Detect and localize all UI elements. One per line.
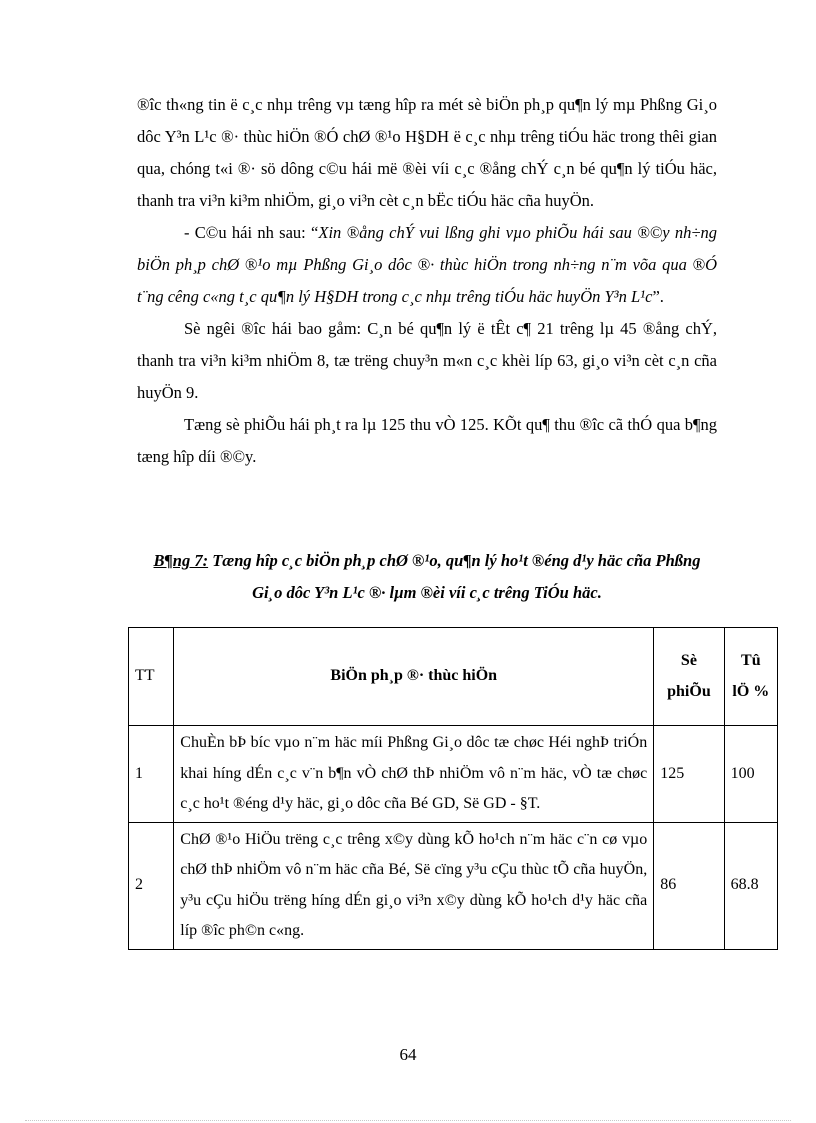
row-percent: 68.8 (724, 822, 777, 949)
paragraph-4: Tæng sè phiÕu hái ph¸t ra lµ 125 thu vÒ 125. KÕt qu¶ thu ®îc cã thÓ qua b¶ng tæng hîp díi ®©y. (137, 415, 717, 466)
measures-table (128, 627, 778, 950)
row-tt: 2 (129, 822, 174, 949)
table-row (129, 726, 778, 823)
table-row (129, 822, 778, 949)
paragraph-1: ®îc th«ng tin ë c¸c nhµ trêng vµ tæng hîp ra mét sè biÖn ph¸p qu¶n lý mµ Phßng Gi¸o dôc Y³n L¹c ®· thùc hiÖn ®Ó chØ ®¹o H§DH ë c¸c nhµ trêng tiÓu häc trong thêi gian qua, chóng t«i ®· sö dông c©u hái më ®èi víi c¸c ®ång chÝ c¸n bé qu¶n lý tiÓu häc, thanh tra vi³n ki³m nhiÖm, gi¸o vi³n cèt c¸n bËc tiÓu häc cña huyÖn. (137, 95, 717, 210)
header-measure: BiÖn ph¸p ®· thùc hiÖn (174, 628, 654, 726)
row-count: 125 (654, 726, 724, 823)
paragraph-2 (137, 217, 717, 313)
table-caption-label: B¶ng 7: (153, 551, 209, 570)
row-measure: ChØ ®¹o HiÖu trëng c¸c trêng x©y dùng kÕ ho¹ch n¨m häc c¨n cø vµo chØ thÞ nhiÖm vô n¨m häc cña Bé, Së cïng y³u cÇu thùc tÕ cña huyÖn, y³u cÇu hiÖu trëng híng dÉn gi¸o vi³n x©y dùng kÕ ho¹ch d¹y häc cña líp ®îc ph©n c«ng. (174, 822, 654, 949)
table-caption (137, 545, 717, 609)
table-header-row (129, 628, 778, 726)
header-percent: Tû lÖ % (724, 628, 777, 726)
row-percent: 100 (724, 726, 777, 823)
table-caption-text: Tæng hîp c¸c biÖn ph¸p chØ ®¹o, qu¶n lý ho¹t ®éng d¹y häc cña Phßng Gi¸o dôc Y³n L¹c ®· lµm ®èi víi c¸c trêng TiÓu häc. (208, 551, 701, 602)
question-intro: - C©u hái nh sau: “ (184, 223, 319, 242)
page-bottom-rule (25, 1120, 791, 1121)
header-tt: TT (129, 628, 174, 726)
question-close: ”. (652, 287, 664, 306)
body-text (137, 89, 717, 473)
header-count: Sè phiÕu (654, 628, 724, 726)
row-measure: ChuÈn bÞ bíc vµo n¨m häc míi Phßng Gi¸o dôc tæ chøc Héi nghÞ triÓn khai híng dÉn c¸c v¨n b¶n vÒ chØ thÞ nhiÖm vô n¨m häc, vÒ tæ chøc c¸c ho¹t ®éng d¹y häc, gi¸o dôc cña Bé GD, Së GD - §T. (174, 726, 654, 823)
paragraph-3: Sè ngêi ®îc hái bao gåm: C¸n bé qu¶n lý ë tÊt c¶ 21 trêng lµ 45 ®ång chÝ, thanh tra vi³n ki³m nhiÖm 8, tæ trëng chuy³n m«n c¸c khèi líp 63, gi¸o vi³n cèt c¸n cña huyÖn 9. (137, 319, 717, 402)
row-count: 86 (654, 822, 724, 949)
question-text: Xin ®ång chÝ vui lßng ghi vµo phiÕu hái sau ®©y nh÷ng biÖn ph¸p chØ ®¹o mµ Phßng Gi¸o dôc ®· thùc hiÖn trong nh÷ng n¨m võa qua ®Ó t¨ng cêng c«ng t¸c qu¶n lý H§DH trong c¸c nhµ trêng tiÓu häc huyÖn Y³n L¹c (137, 223, 717, 306)
row-tt: 1 (129, 726, 174, 823)
page-number: 64 (399, 1045, 417, 1064)
